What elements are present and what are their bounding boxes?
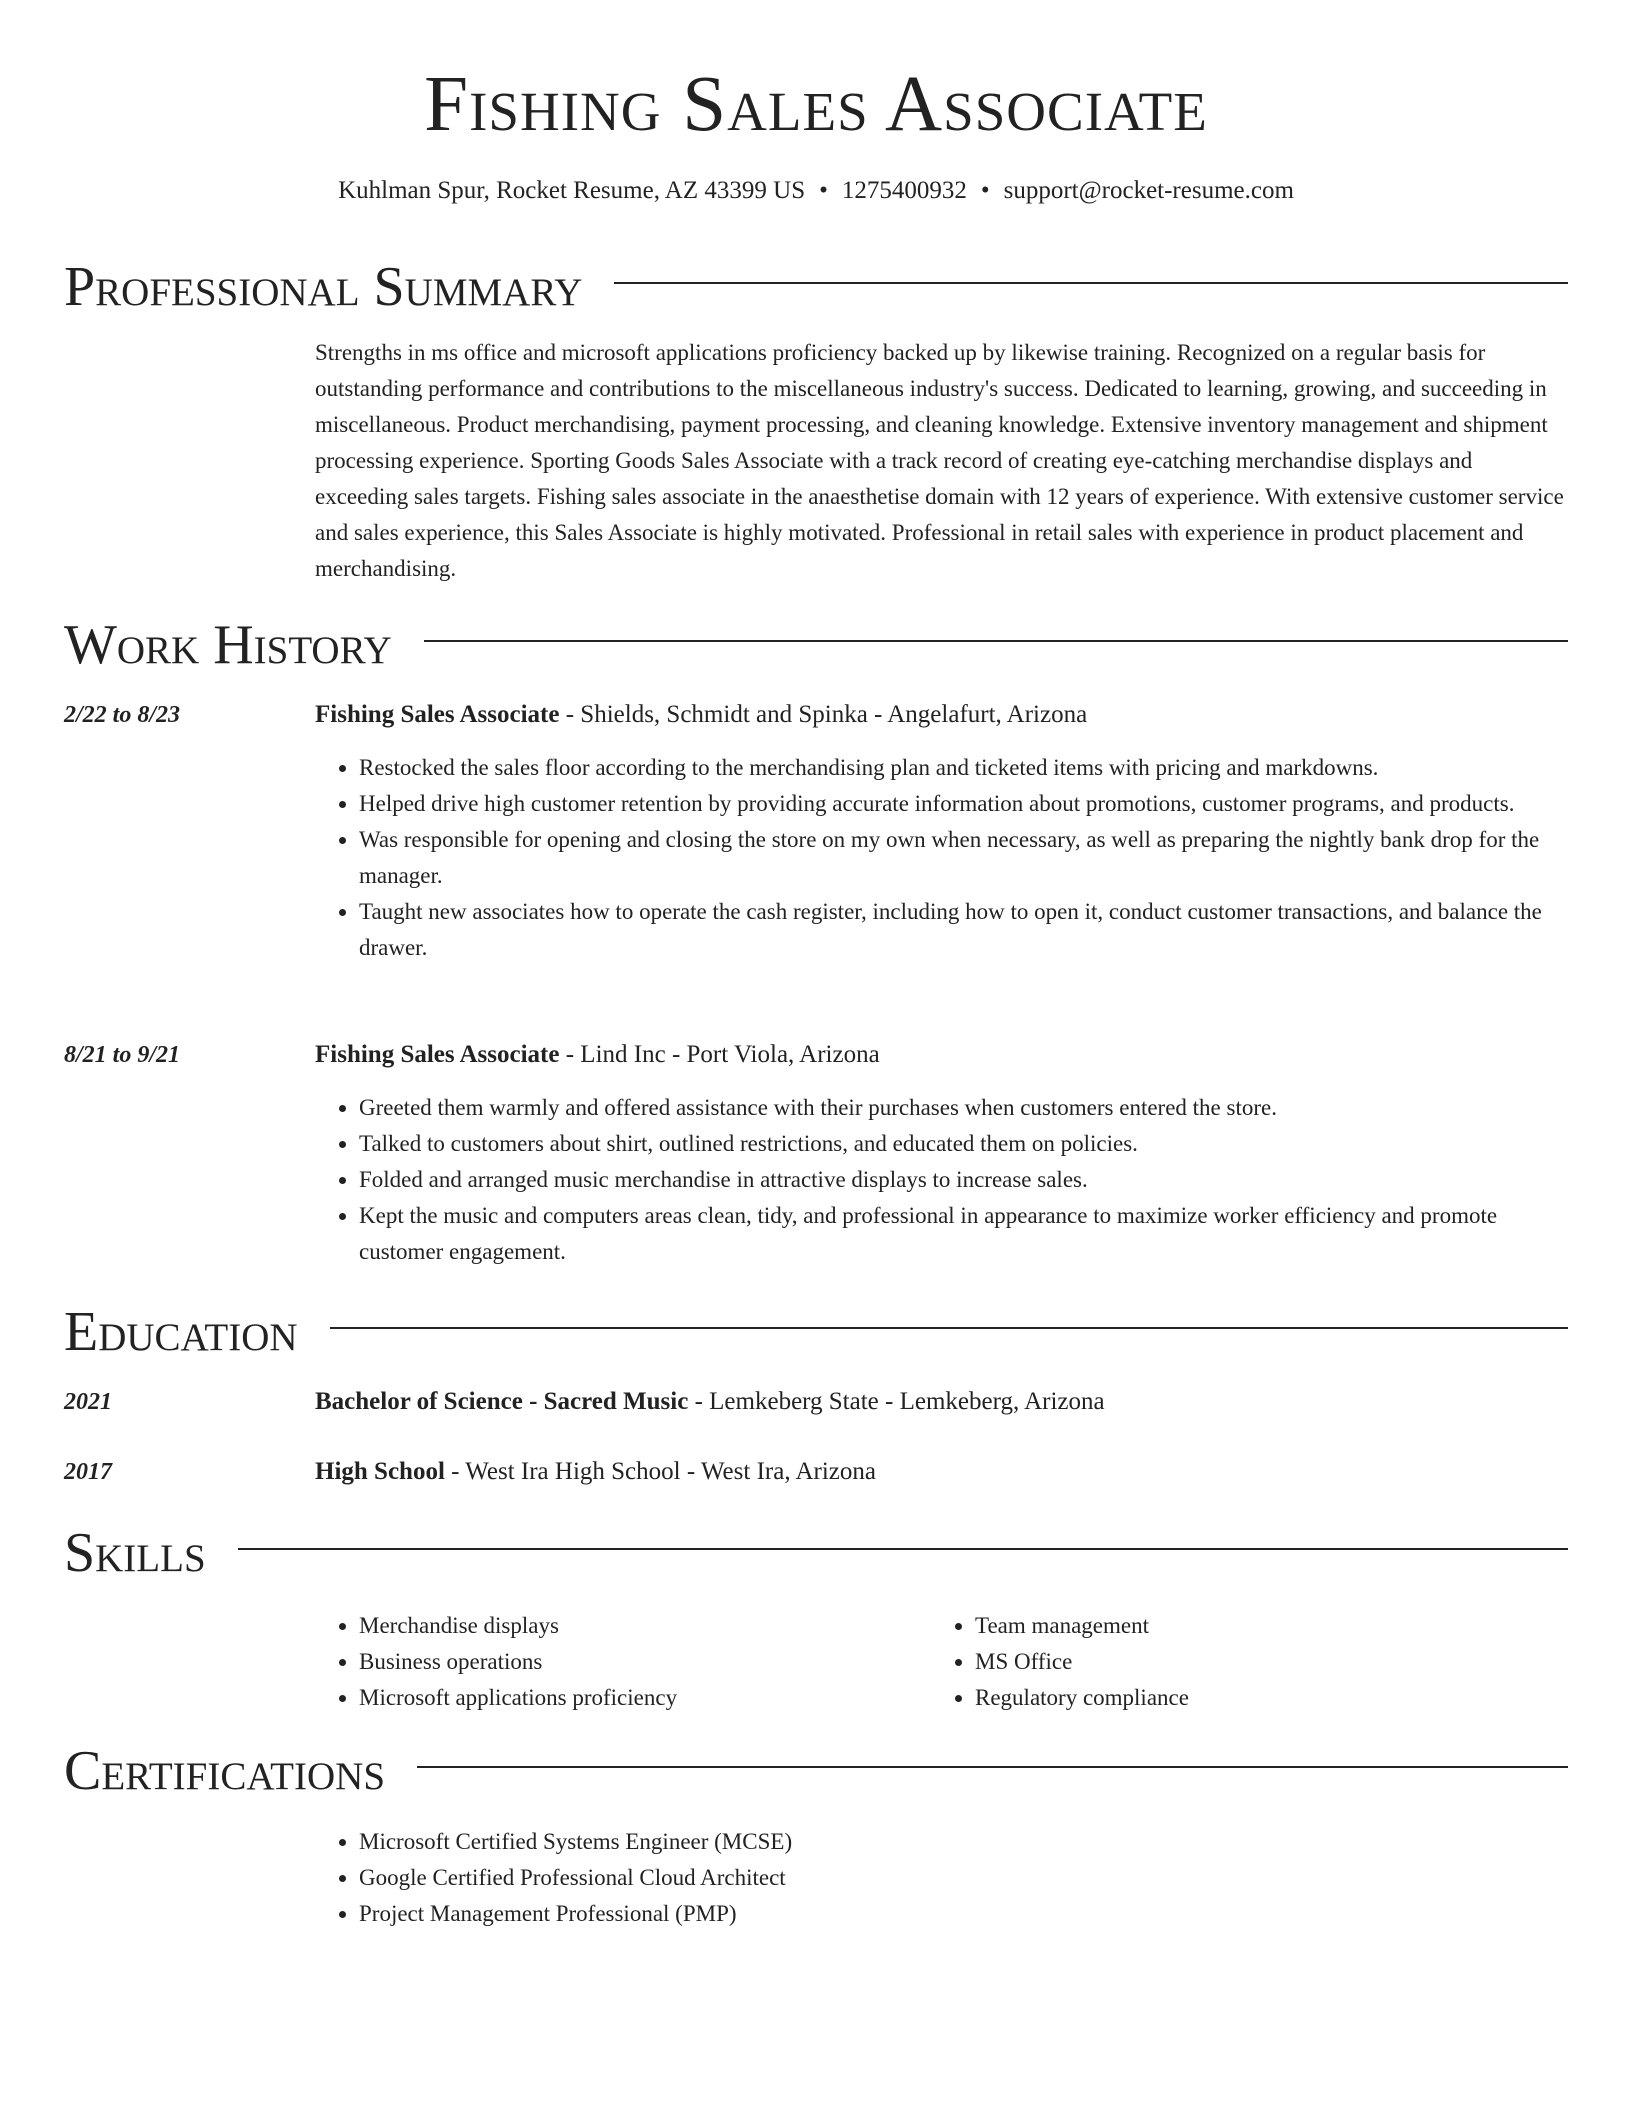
skill-item: • Microsoft applications proficiency — [359, 1680, 931, 1716]
job-title-line — [315, 697, 1568, 733]
contact-email: support@rocket-resume.com — [1003, 177, 1294, 204]
section-heading-summary — [64, 257, 1568, 317]
section-divider — [238, 1548, 1568, 1550]
certification-bullets — [315, 1824, 1568, 1932]
section-heading-education — [64, 1302, 1568, 1362]
education-degree: Bachelor of Science - Sacred Music — [315, 1388, 689, 1415]
certification-item: • Microsoft Certified Systems Engineer (MCSE) — [359, 1824, 1568, 1860]
job-details: - Shields, Schmidt and Spinka - Angelafurt, Arizona — [559, 701, 1088, 728]
section-title: Skills — [64, 1522, 206, 1584]
education-title-line — [315, 1454, 1568, 1490]
education-details: - West Ira High School - West Ira, Arizona — [444, 1458, 876, 1485]
job-title-line — [315, 1037, 1568, 1073]
job-date: 8/21 to 9/21 — [64, 1042, 181, 1068]
skills-list — [315, 1608, 1568, 1716]
section-heading-skills — [64, 1523, 1568, 1583]
certification-item: • Project Management Professional (PMP) — [359, 1896, 1568, 1932]
job-bullet: • Talked to customers about shirt, outlined restrictions, and educated them on policies. — [359, 1126, 1568, 1162]
education-date: 2017 — [64, 1459, 112, 1485]
job-details: - Lind Inc - Port Viola, Arizona — [559, 1041, 880, 1068]
job-bullet: • Restocked the sales floor according to the merchandising plan and ticketed items with pricing and markdowns. — [359, 750, 1568, 786]
contact-separator: • — [819, 177, 828, 204]
summary-paragraph: Strengths in ms office and microsoft applications proficiency backed up by likewise training. Recognized on a regular basis for outstanding performance and contributions to the miscellaneous industry's success. Dedicated to learning, growing, and succeeding in miscellaneous. Product merchandising, payment processing, and cleaning knowledge. Extensive inventory management and shipment processing experience. Sporting Goods Sales Associate with a track record of creating eye-catching merchandise displays and exceeding sales targets. Fishing sales associate in the anaesthetise domain with 12 years of experience. With extensive customer service and sales experience, this Sales Associate is highly motivated. Professional in retail sales with experience in product placement and merchandising. — [315, 340, 1564, 581]
skill-item: • Business operations — [359, 1644, 931, 1680]
education-entry — [315, 1454, 1568, 1490]
section-heading-work — [64, 615, 1568, 675]
skills-column-right — [931, 1608, 1547, 1716]
contact-separator: • — [980, 177, 990, 204]
certification-item: • Google Certified Professional Cloud Architect — [359, 1860, 1568, 1896]
skill-item: • Merchandise displays — [359, 1608, 931, 1644]
job-bullet: • Taught new associates how to operate the cash register, including how to open it, conduct customer transactions, and balance the drawer. — [359, 894, 1568, 966]
education-degree: High School — [315, 1458, 445, 1485]
skills-bullets — [315, 1608, 931, 1716]
education-entry — [315, 1384, 1568, 1420]
section-title: Certifications — [64, 1740, 386, 1802]
section-title: Work History — [64, 614, 392, 676]
skills-column-left — [315, 1608, 931, 1716]
job-entry — [315, 697, 1568, 966]
job-bullets — [315, 1090, 1568, 1270]
job-title: Fishing Sales Associate — [315, 1041, 560, 1068]
section-divider — [417, 1766, 1568, 1768]
section-title: Professional Summary — [64, 256, 583, 318]
skill-item: • Team management — [975, 1608, 1547, 1644]
education-date: 2021 — [64, 1389, 112, 1415]
job-bullets — [315, 750, 1568, 966]
education-title-line — [315, 1384, 1568, 1420]
section-divider — [424, 640, 1568, 642]
job-date: 2/22 to 8/23 — [64, 702, 181, 728]
job-title: Fishing Sales Associate — [315, 701, 560, 728]
job-entry — [315, 1037, 1568, 1270]
job-bullet: • Was responsible for opening and closing the store on my own when necessary, as well as preparing the nightly bank drop for the manager. — [359, 822, 1568, 894]
resume-title: Fishing Sales Associate — [424, 61, 1208, 148]
skills-bullets — [931, 1608, 1547, 1716]
job-bullet: • Folded and arranged music merchandise in attractive displays to increase sales. — [359, 1162, 1568, 1198]
section-divider — [330, 1327, 1568, 1329]
section-divider — [614, 282, 1568, 284]
contact-phone: 1275400932 — [841, 177, 967, 204]
certifications-list — [315, 1824, 1568, 1932]
job-bullet: • Greeted them warmly and offered assistance with their purchases when customers entered the store. — [359, 1090, 1568, 1126]
job-bullet: • Kept the music and computers areas clean, tidy, and professional in appearance to maximize worker efficiency and promote customer engagement. — [359, 1198, 1568, 1270]
education-details: - Lemkeberg State - Lemkeberg, Arizona — [688, 1388, 1105, 1415]
contact-line — [64, 174, 1568, 208]
section-heading-certifications — [64, 1741, 1568, 1801]
contact-address: Kuhlman Spur, Rocket Resume, AZ 43399 US — [338, 177, 806, 204]
skill-item: • Regulatory compliance — [975, 1680, 1547, 1716]
skill-item: • MS Office — [975, 1644, 1547, 1680]
job-bullet: • Helped drive high customer retention by providing accurate information about promotions, customer programs, and products. — [359, 786, 1568, 822]
section-title: Education — [64, 1301, 298, 1363]
